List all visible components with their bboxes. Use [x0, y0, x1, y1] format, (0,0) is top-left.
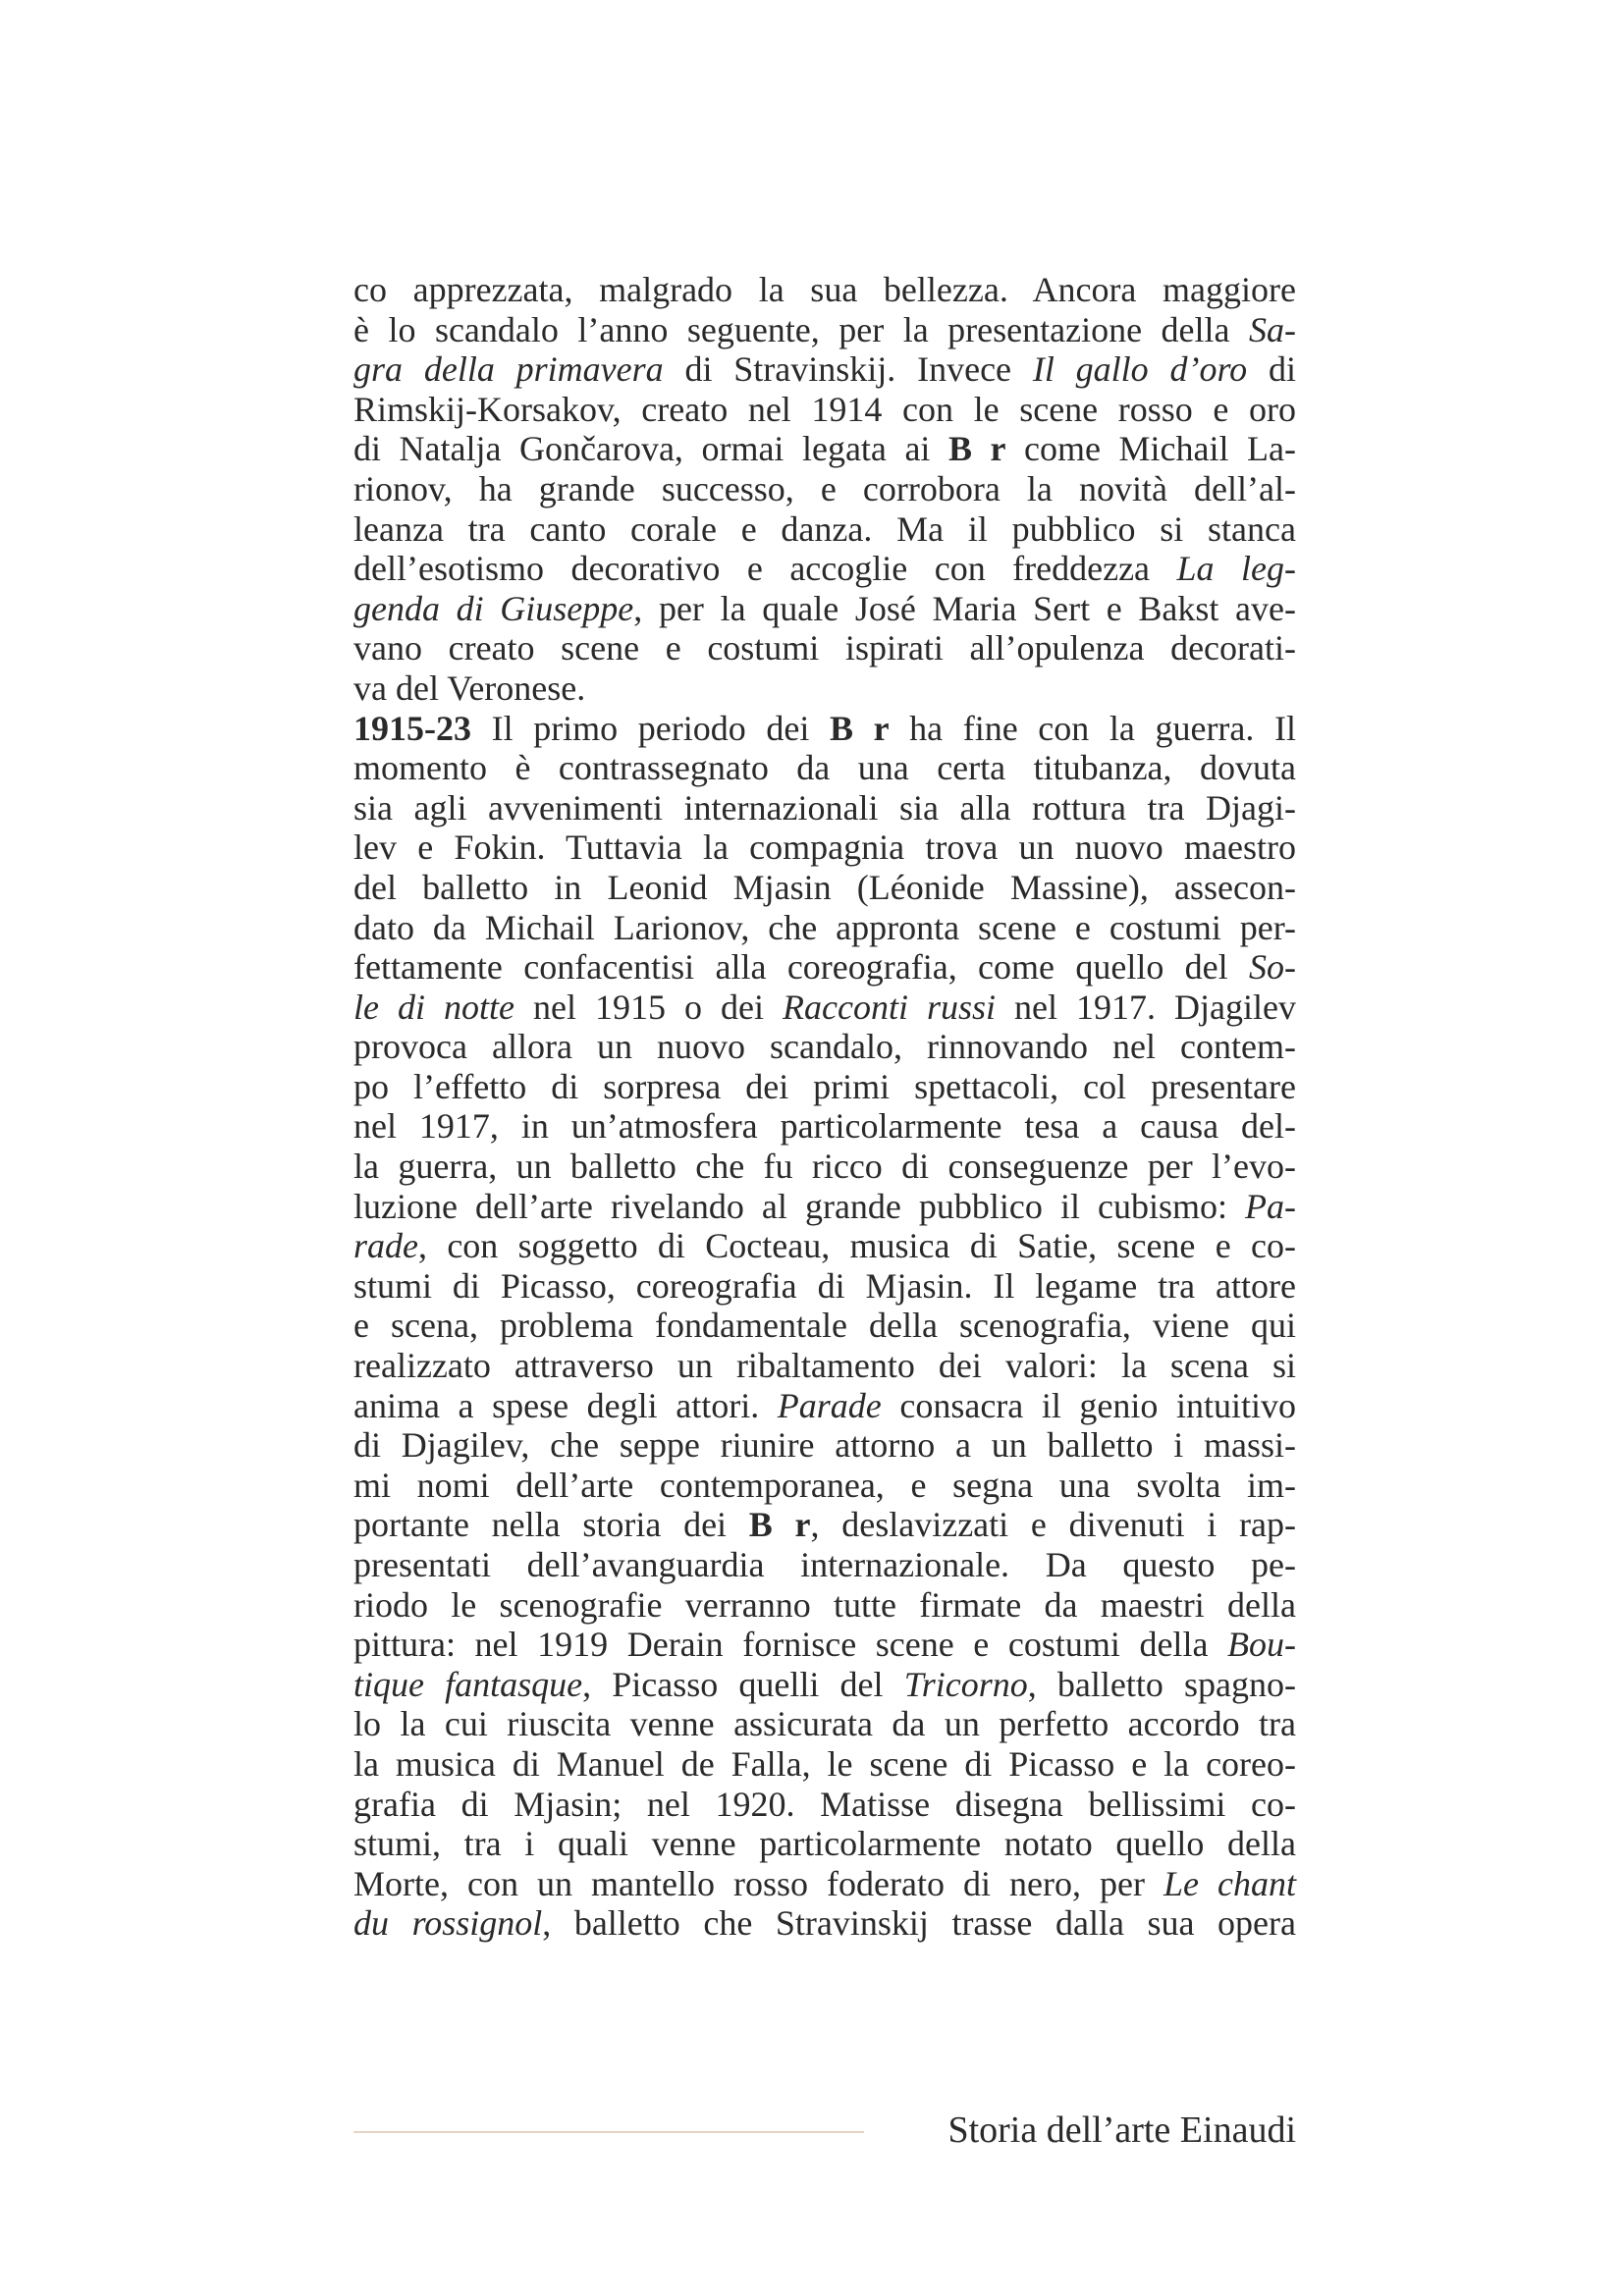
text-line	[353, 1346, 1296, 1386]
footer-rule	[353, 2131, 864, 2133]
text-run: di Djagilev, che seppe riunire attorno a un balletto i massi-	[353, 1425, 1296, 1466]
text-run: Il primo periodo dei	[471, 708, 830, 748]
text-line	[353, 1266, 1296, 1307]
text-line	[353, 1744, 1296, 1785]
text-run: , balletto spagno-	[1027, 1664, 1296, 1704]
text-run: realizzato attraverso un ribaltamento dei valori: la scena si	[353, 1346, 1296, 1386]
text-run: presentati dell’avanguardia internazionale. Da questo pe-	[353, 1545, 1296, 1584]
text-run: consacra il genio intuitivo	[881, 1385, 1296, 1425]
text-line	[353, 1027, 1296, 1067]
italic-text: le di notte	[353, 987, 514, 1027]
text-run: nel 1915 o dei	[514, 987, 784, 1027]
italic-text: rade	[353, 1226, 418, 1266]
text-line	[353, 1824, 1296, 1864]
italic-text: Parade	[777, 1385, 882, 1425]
text-run: momento è contrassegnato da una certa titubanza, dovuta	[353, 748, 1296, 788]
text-line	[353, 1067, 1296, 1107]
text-line	[353, 509, 1296, 550]
bold-text: B r	[748, 1505, 811, 1545]
text-line	[353, 1147, 1296, 1187]
text-line	[353, 589, 1296, 629]
text-line	[353, 1545, 1296, 1585]
italic-text: So-	[1249, 947, 1296, 988]
text-run: dato da Michail Larionov, che approntа scene e costumi per-	[353, 907, 1296, 947]
text-line	[353, 868, 1296, 908]
text-run: vano creato scene e costumi ispirati all’opulenza decorati-	[353, 628, 1296, 668]
text-line	[353, 1585, 1296, 1626]
text-run: riodo le scenografie verranno tutte firmate da maestri della	[353, 1584, 1296, 1625]
text-run: Morte, con un mantello rosso foderato di nero, per	[353, 1863, 1163, 1903]
text-run: del balletto in Leonid Mjasin (Léonide Massine), assecon-	[353, 867, 1296, 907]
text-line	[353, 748, 1296, 788]
text-run: lo la cui riuscita venne assicurata da un perfetto accordo tra	[353, 1704, 1296, 1744]
text-run: ha fine con la guerra. Il	[889, 708, 1296, 748]
text-line	[353, 947, 1296, 988]
italic-text: Pa-	[1245, 1186, 1296, 1226]
text-run: , Picasso quelli del	[582, 1664, 904, 1704]
text-run: rionov, ha grande successo, e corrobora la novità dell’al-	[353, 468, 1296, 508]
text-run: di Natalja Gončarova, ormai legata ai	[353, 429, 948, 469]
italic-text: Bou-	[1227, 1625, 1296, 1665]
text-line	[353, 668, 1296, 709]
bold-text: B r	[947, 429, 1006, 469]
text-line	[353, 1864, 1296, 1904]
text-run: nel 1917. Djagilev	[996, 987, 1297, 1027]
italic-text: Il gallo d’oro	[1032, 349, 1248, 390]
text-run: va del Veronese.	[353, 667, 586, 708]
text-line	[353, 1505, 1296, 1545]
text-run: provoca allora un nuovo scandalo, rinnovando nel contem-	[353, 1027, 1296, 1067]
italic-text: Sa-	[1249, 309, 1296, 349]
text-line	[353, 1106, 1296, 1147]
text-run: stumi di Picasso, coreografia di Mjasin. Il legame tra attore	[353, 1265, 1296, 1306]
text-run: , deslavizzati e divenuti i rap-	[810, 1505, 1296, 1545]
text-line	[353, 390, 1296, 430]
text-line	[353, 1625, 1296, 1665]
italic-text: du rossignol	[353, 1903, 543, 1944]
text-line	[353, 628, 1296, 668]
text-run: la guerra, un balletto che fu ricco di conseguenze per l’evo-	[353, 1147, 1296, 1187]
text-run: pittura: nel 1919 Derain fornisce scene e costumi della	[353, 1625, 1228, 1665]
text-line	[353, 1665, 1296, 1705]
text-line	[353, 1704, 1296, 1744]
text-line	[353, 709, 1296, 749]
text-run: la musica di Manuel de Falla, le scene di Picasso e la coreo-	[353, 1743, 1296, 1784]
text-line	[353, 1187, 1296, 1227]
text-line	[353, 1226, 1296, 1266]
text-run: , con soggetto di Cocteau, musica di Satie, scene e co-	[418, 1226, 1296, 1266]
text-run: nel 1917, in un’atmosfera particolarmente tesa a causa del-	[353, 1106, 1296, 1147]
text-run: portante nella storia dei	[353, 1505, 749, 1545]
text-line	[353, 469, 1296, 509]
footer-publisher: Storia dell’arte Einaudi	[947, 2109, 1296, 2151]
text-line	[353, 828, 1296, 868]
body-text	[353, 270, 1296, 1944]
italic-text: La leg-	[1176, 549, 1296, 589]
text-run: co apprezzata, malgrado la sua bellezza. Ancora maggiore	[353, 270, 1296, 309]
italic-text: gra della primavera	[353, 349, 664, 390]
text-line	[353, 788, 1296, 828]
text-line	[353, 310, 1296, 350]
text-line	[353, 349, 1296, 390]
text-run: luzione dell’arte rivelando al grande pubblico il cubismo:	[353, 1186, 1246, 1226]
text-run: , balletto che Stravinskij trasse dalla sua opera	[542, 1903, 1296, 1944]
text-run: po l’effetto di sorpresa dei primi spettacoli, col presentare	[353, 1066, 1296, 1106]
text-run: dell’esotismo decorativo e accoglie con freddezza	[353, 549, 1177, 589]
text-line	[353, 429, 1296, 469]
italic-text: Le chant	[1163, 1863, 1296, 1903]
text-run: fettamente confacentisi alla coreografia, come quello del	[353, 947, 1249, 988]
italic-text: Racconti russi	[783, 987, 997, 1027]
bold-text: 1915-23	[353, 708, 471, 748]
text-run: anima a spese degli attori.	[353, 1385, 778, 1425]
text-line	[353, 908, 1296, 948]
text-line	[353, 988, 1296, 1028]
text-run: e scena, problema fondamentale della scenografia, viene qui	[353, 1306, 1296, 1346]
text-run: di	[1247, 349, 1296, 390]
text-line	[353, 1903, 1296, 1944]
italic-text: genda di Giuseppe	[353, 588, 634, 628]
text-line	[353, 549, 1296, 589]
text-run: di Stravinskij. Invece	[663, 349, 1033, 390]
text-run: leanza tra canto corale e danza. Ma il pubblico si stanca	[353, 508, 1296, 549]
text-run: mi nomi dell’arte contemporanea, e segna una svolta im-	[353, 1465, 1296, 1505]
text-line	[353, 1425, 1296, 1466]
text-run: come Michail La-	[1005, 429, 1296, 469]
text-run: Rimskij-Korsakov, creato nel 1914 con le scene rosso e oro	[353, 389, 1296, 429]
text-line	[353, 270, 1296, 310]
text-run: è lo scandalo l’anno seguente, per la presentazione della	[353, 309, 1249, 349]
italic-text: Tricorno	[903, 1664, 1028, 1704]
text-run: stumi, tra i quali venne particolarmente notato quello della	[353, 1824, 1296, 1864]
bold-text: B r	[829, 708, 890, 748]
text-run: sia agli avvenimenti internazionali sia alla rottura tra Djagi-	[353, 787, 1296, 828]
text-run: , per la quale José Maria Sert e Bakst ave-	[633, 588, 1297, 628]
text-run: lev e Fokin. Tuttavia la compagnia trova un nuovo maestro	[353, 828, 1296, 868]
text-run: grafia di Mjasin; nel 1920. Matisse disegna bellissimi co-	[353, 1784, 1296, 1824]
italic-text: tique fantasque	[353, 1664, 583, 1704]
text-line	[353, 1466, 1296, 1506]
text-line	[353, 1386, 1296, 1426]
text-line	[353, 1785, 1296, 1825]
text-line	[353, 1306, 1296, 1346]
